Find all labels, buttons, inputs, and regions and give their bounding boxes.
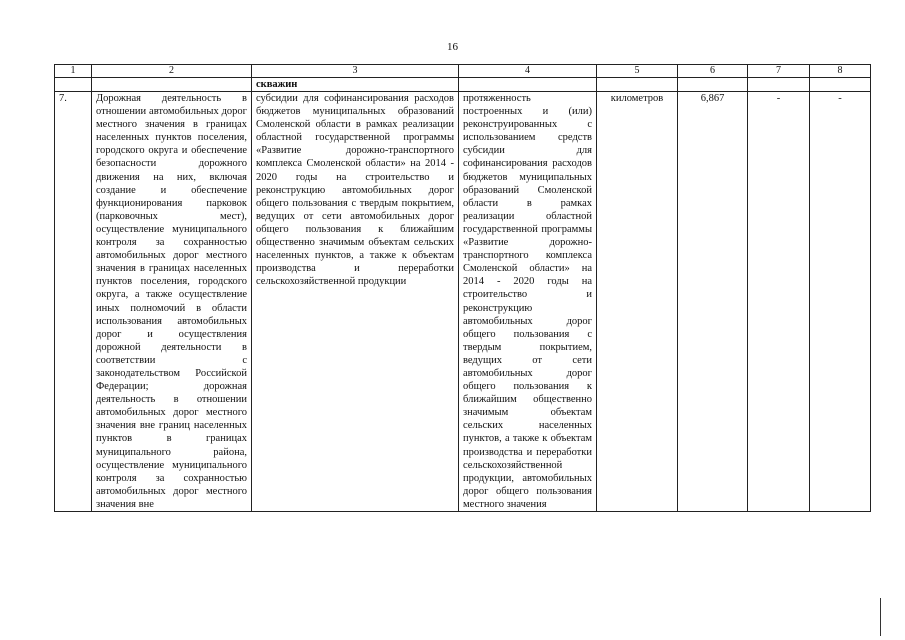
indicator-description: протяженность построенных и (или) реконструированных с использованием средств субсидии для софинансирования расходов бюджетов муниципальных образований Смоленской области в рамках реализации областной государственной программы «Развитие дорожно-транспортного комплекса Смоленской области» на 2014 - 2020 годы на строительство и реконструкцию автомобильных дорог общего пользования с твердым покрытием, ведущих от сети автомобильных дорог общего пользования к ближайшим общественно значимым объектам сельских населенных пунктов, а также к объектам производства и переработки сельскохозяйственной продукции, автомобильных дорог общего пользования местного значения xyxy=(459,92,597,512)
continuation-cell: скважин xyxy=(252,78,459,92)
table-row xyxy=(55,92,871,512)
continuation-row xyxy=(55,78,871,92)
col7-cell: - xyxy=(748,92,810,512)
margin-line xyxy=(880,598,881,636)
header-cell-8: 8 xyxy=(810,65,871,78)
table-header-row xyxy=(55,65,871,78)
value-cell: 6,867 xyxy=(678,92,748,512)
activity-description: Дорожная деятельность в отношении автомобильных дорог местного значения в границах населенных пунктов поселения, городского округа и обеспечение безопасности дорожного движения на них, включая создание и обеспечение функционирования парковок (парковочных мест), осуществление муниципального контроля за сохранностью автомобильных дорог местного значения в границах населенных пунктов поселения, городского округа, а также осуществление иных полномочий в области использования автомобильных дорог и осуществления дорожной деятельности в соответствии с законодательством Российской Федерации; дорожная деятельность в отношении автомобильных дорог местного значения вне границ населенных пунктов в границах муниципального района, осуществление муниципального контроля за сохранностью автомобильных дорог местного значения вне xyxy=(92,92,252,512)
col8-cell: - xyxy=(810,92,871,512)
header-cell-1: 1 xyxy=(55,65,92,78)
header-cell-3: 3 xyxy=(252,65,459,78)
row-number: 7. xyxy=(55,92,92,512)
subsidy-description: субсидии для софинансирования расходов бюджетов муниципальных образований Смоленской области в рамках реализации областной государственной программы «Развитие дорожно-транспортного комплекса Смоленской области» на 2014 - 2020 годы на строительство и реконструкцию автомобильных дорог общего пользования с твердым покрытием, ведущих от сети автомобильных дорог общего пользования к ближайшим общественно значимым объектам сельских населенных пунктов, а также к объектам производства и переработки сельскохозяйственной продукции xyxy=(252,92,459,512)
page-number: 16 xyxy=(447,41,458,53)
header-cell-6: 6 xyxy=(678,65,748,78)
header-cell-5: 5 xyxy=(597,65,678,78)
header-cell-2: 2 xyxy=(92,65,252,78)
indicator-table xyxy=(54,64,871,512)
header-cell-7: 7 xyxy=(748,65,810,78)
header-cell-4: 4 xyxy=(459,65,597,78)
unit-cell: километров xyxy=(597,92,678,512)
